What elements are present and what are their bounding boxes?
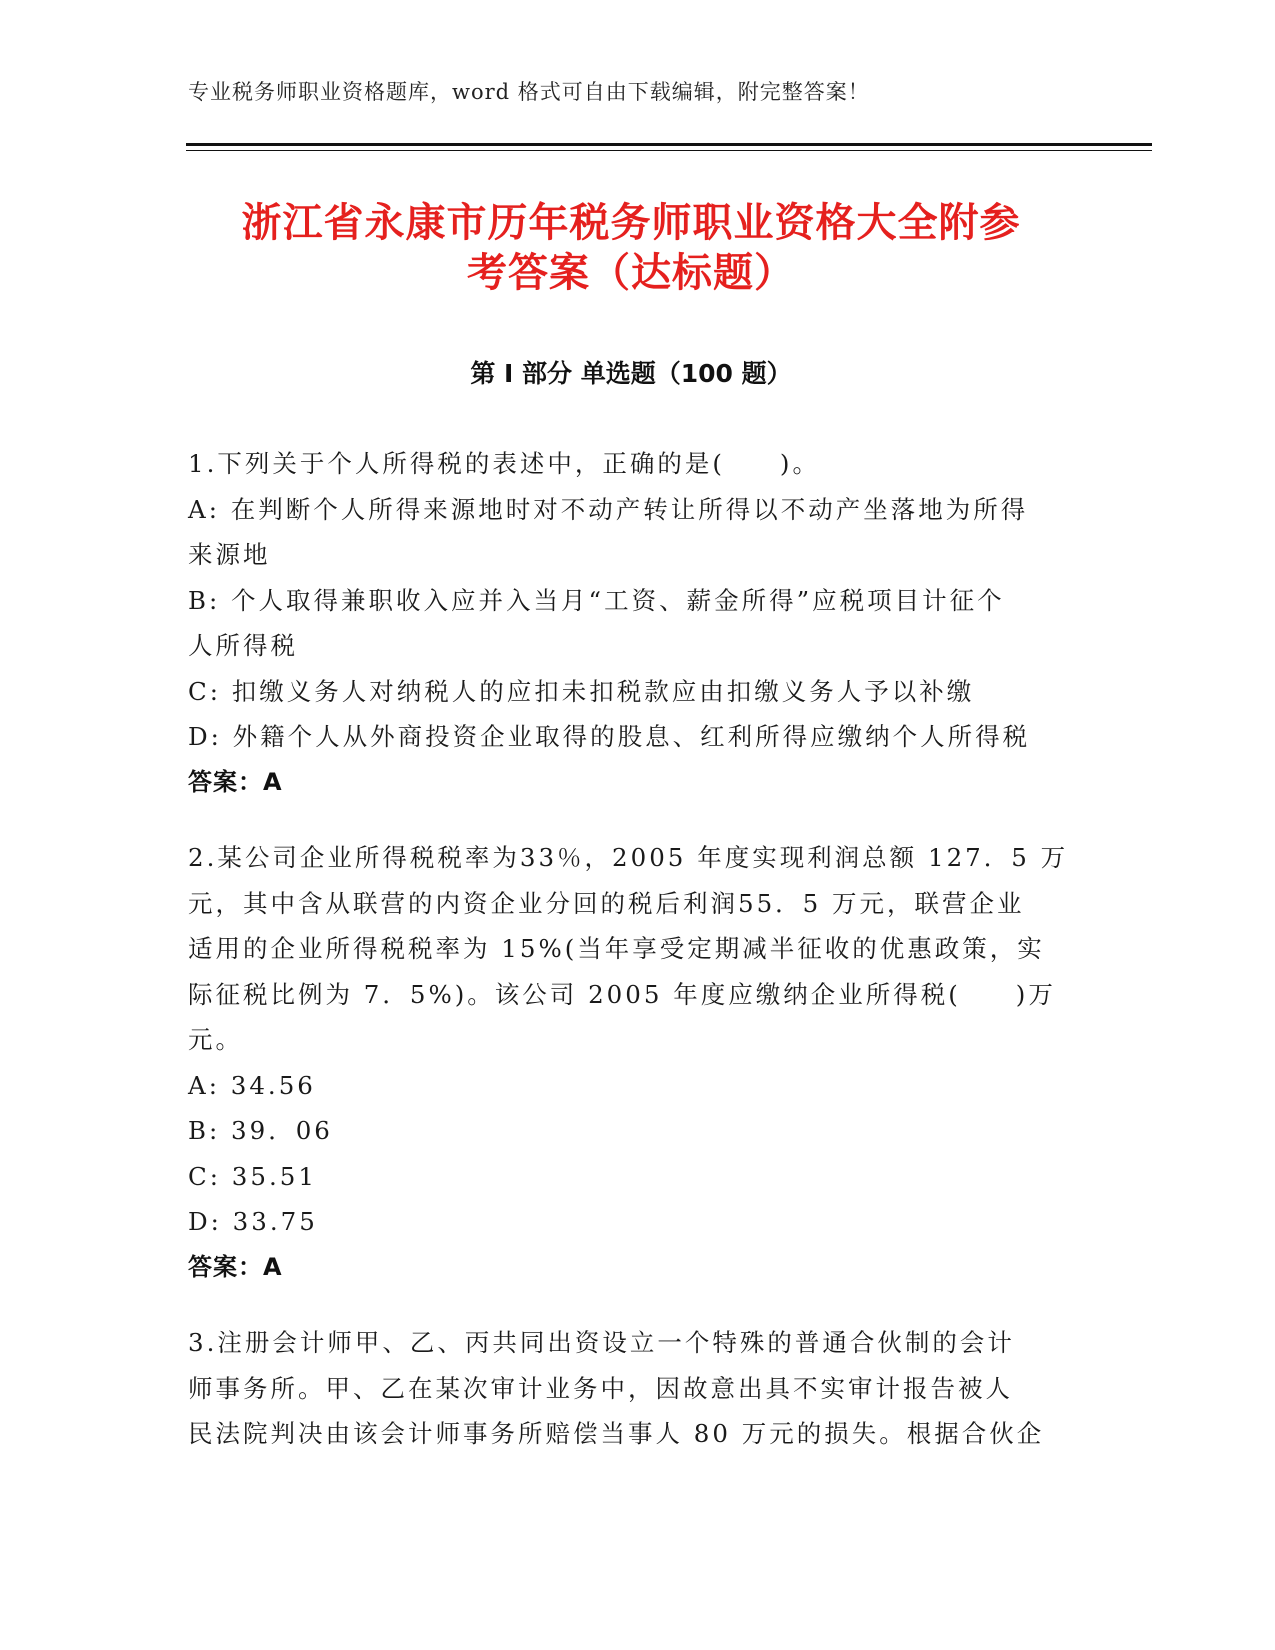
- option-a: A: 34.56: [188, 1070, 316, 1100]
- question-list: [188, 441, 1081, 1487]
- option-c: C: 扣缴义务人对纳税人的应扣未扣税款应由扣缴义务人予以补缴: [188, 676, 975, 706]
- question-stem: 师事务所。甲、乙在某次审计业务中，因故意出具不实审计报告被人: [188, 1373, 1013, 1403]
- header-rule-thin: [186, 150, 1152, 151]
- option-b: B: 39．06: [188, 1116, 333, 1145]
- answer-line: [188, 760, 1081, 806]
- option-d: D: 33.75: [188, 1207, 318, 1236]
- question-2: [188, 835, 1081, 1290]
- question-stem: 际征税比例为 7．5%)。该公司 2005 年度应缴纳企业所得税( )万: [188, 979, 1056, 1009]
- option-b-cont: 人所得税: [188, 631, 298, 660]
- option-b: B: 个人取得兼职收入应并入当月“工资、薪金所得”应税项目计征个: [188, 585, 1005, 615]
- question-stem: 元。: [188, 1025, 243, 1054]
- question-stem: 适用的企业所得税税率为 15%(当年享受定期减半征收的优惠政策，实: [188, 934, 1045, 963]
- question-stem: 元，其中含从联营的内资企业分回的税后利润55．5 万元，联营企业: [188, 888, 1025, 918]
- header-rule-thick: [186, 143, 1152, 146]
- answer-label: 答案：: [188, 1252, 263, 1281]
- option-c: C: 35.51: [188, 1161, 317, 1191]
- question-stem: 民法院判决由该会计师事务所赔偿当事人 80 万元的损失。根据合伙企: [188, 1419, 1045, 1448]
- option-a-cont: 来源地: [188, 540, 271, 569]
- question-stem: 1.下列关于个人所得税的表述中，正确的是( )。: [188, 449, 820, 478]
- answer-line: [188, 1245, 1081, 1291]
- question-stem: 2.某公司企业所得税税率为33％，2005 年度实现利润总额 127．5 万: [188, 843, 1069, 872]
- answer-value: A: [263, 1252, 283, 1281]
- question-3: [188, 1320, 1081, 1457]
- answer-label: 答案：: [188, 767, 263, 796]
- section-title: 第 I 部分 单选题（100 题）: [470, 359, 792, 388]
- document-title: [186, 198, 1076, 298]
- header-note: 专业税务师职业资格题库，word 格式可自由下载编辑，附完整答案！: [188, 80, 870, 104]
- answer-value: A: [263, 767, 283, 796]
- option-a: A: 在判断个人所得来源地时对不动产转让所得以不动产坐落地为所得: [188, 494, 1029, 524]
- option-d: D: 外籍个人从外商投资企业取得的股息、红利所得应缴纳个人所得税: [188, 722, 1031, 751]
- question-stem: 3.注册会计师甲、乙、丙共同出资设立一个特殊的普通合伙制的会计: [188, 1328, 1015, 1357]
- question-1: [188, 441, 1081, 805]
- title-line: 浙江省永康市历年税务师职业资格大全附参: [241, 200, 1021, 246]
- title-line: 考答案（达标题）: [467, 250, 795, 296]
